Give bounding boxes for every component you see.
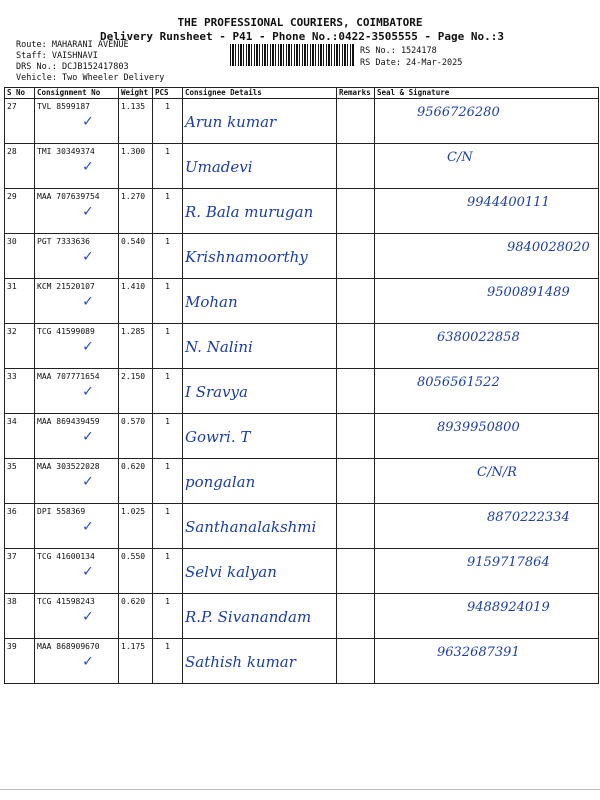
cell-sno: 31 — [5, 279, 35, 324]
cell-remarks — [337, 189, 375, 234]
cell-weight: 0.620 — [119, 459, 153, 504]
cell-pcs: 1 — [153, 549, 183, 594]
table-row — [5, 549, 599, 594]
table-row — [5, 369, 599, 414]
check-mark-icon: ✓ — [83, 426, 93, 445]
check-mark-icon: ✓ — [83, 111, 93, 130]
signature-text: 6380022858 — [437, 330, 520, 345]
cell-consignee — [183, 504, 337, 549]
cell-pcs: 1 — [153, 189, 183, 234]
cell-consignee — [183, 459, 337, 504]
cell-consignment: TVL 8599187 ✓ — [35, 99, 119, 144]
cell-remarks — [337, 414, 375, 459]
cell-signature — [375, 144, 599, 189]
signature-text: 9500891489 — [487, 285, 570, 300]
cell-weight: 1.175 — [119, 639, 153, 684]
cell-weight: 1.025 — [119, 504, 153, 549]
cell-pcs: 1 — [153, 144, 183, 189]
cell-pcs: 1 — [153, 324, 183, 369]
check-mark-icon: ✓ — [83, 516, 93, 535]
rs-number: RS No.: 1524178 — [360, 46, 437, 56]
col-consignee: Consignee Details — [183, 88, 337, 99]
signature-text: 9488924019 — [467, 600, 550, 615]
cell-consignee — [183, 324, 337, 369]
cell-weight: 2.150 — [119, 369, 153, 414]
check-mark-icon: ✓ — [83, 606, 93, 625]
cell-consignee — [183, 639, 337, 684]
cell-pcs: 1 — [153, 594, 183, 639]
cell-signature — [375, 594, 599, 639]
check-mark-icon: ✓ — [83, 651, 93, 670]
table-row — [5, 99, 599, 144]
cell-signature — [375, 639, 599, 684]
cell-consignee — [183, 369, 337, 414]
cell-sno: 27 — [5, 99, 35, 144]
signature-text: 8870222334 — [487, 510, 570, 525]
col-sno: S No — [5, 88, 35, 99]
consignee-name: Gowri. T — [185, 428, 251, 446]
cell-sno: 33 — [5, 369, 35, 414]
rs-date: RS Date: 24-Mar-2025 — [360, 58, 463, 68]
cell-consignment: TCG 41599089 ✓ — [35, 324, 119, 369]
cell-signature — [375, 324, 599, 369]
cell-sno: 29 — [5, 189, 35, 234]
cell-remarks — [337, 99, 375, 144]
cell-signature — [375, 279, 599, 324]
cell-consignee — [183, 189, 337, 234]
table-row — [5, 414, 599, 459]
consignee-name: Arun kumar — [185, 113, 277, 131]
cell-remarks — [337, 504, 375, 549]
cell-remarks — [337, 459, 375, 504]
col-pcs: PCS — [153, 88, 183, 99]
cell-remarks — [337, 549, 375, 594]
cell-sno: 32 — [5, 324, 35, 369]
cell-signature — [375, 504, 599, 549]
cell-sno: 38 — [5, 594, 35, 639]
cell-pcs: 1 — [153, 234, 183, 279]
consignee-name: Selvi kalyan — [185, 563, 277, 581]
cell-weight: 1.270 — [119, 189, 153, 234]
cell-sno: 39 — [5, 639, 35, 684]
signature-text: 9159717864 — [467, 555, 550, 570]
signature-text: 9566726280 — [417, 105, 500, 120]
cell-weight: 0.550 — [119, 549, 153, 594]
cell-consignee — [183, 234, 337, 279]
table-row — [5, 189, 599, 234]
table-header — [5, 88, 599, 99]
cell-signature — [375, 549, 599, 594]
cell-consignment: MAA 303522028 ✓ — [35, 459, 119, 504]
cell-weight: 0.570 — [119, 414, 153, 459]
cell-sno: 36 — [5, 504, 35, 549]
signature-text: 9840028020 — [507, 240, 590, 255]
cell-remarks — [337, 324, 375, 369]
cell-consignment: PGT 7333636 ✓ — [35, 234, 119, 279]
table-row — [5, 639, 599, 684]
cell-sno: 30 — [5, 234, 35, 279]
table-row — [5, 504, 599, 549]
cell-consignment: MAA 869439459 ✓ — [35, 414, 119, 459]
staff-label: Staff: VAISHNAVI — [16, 51, 98, 61]
col-remarks: Remarks — [337, 88, 375, 99]
check-mark-icon: ✓ — [83, 336, 93, 355]
cell-pcs: 1 — [153, 99, 183, 144]
table-row — [5, 234, 599, 279]
cell-weight: 1.410 — [119, 279, 153, 324]
check-mark-icon: ✓ — [83, 291, 93, 310]
cell-pcs: 1 — [153, 279, 183, 324]
cell-pcs: 1 — [153, 459, 183, 504]
cell-consignee — [183, 549, 337, 594]
cell-consignee — [183, 594, 337, 639]
cell-signature — [375, 234, 599, 279]
consignee-name: I Sravya — [185, 383, 248, 401]
cell-sno: 35 — [5, 459, 35, 504]
cell-remarks — [337, 279, 375, 324]
cell-pcs: 1 — [153, 369, 183, 414]
cell-consignment: TCG 41598243 ✓ — [35, 594, 119, 639]
cell-consignment: DPI 558369 ✓ — [35, 504, 119, 549]
consignee-name: Krishnamoorthy — [185, 248, 308, 266]
check-mark-icon: ✓ — [83, 156, 93, 175]
cell-sno: 37 — [5, 549, 35, 594]
cell-remarks — [337, 234, 375, 279]
cell-remarks — [337, 639, 375, 684]
runsheet-subtitle: Delivery Runsheet - P41 - Phone No.:0422-3505555 - Page No.:3 — [100, 30, 504, 43]
table-row — [5, 594, 599, 639]
cell-signature — [375, 414, 599, 459]
consignee-name: Sathish kumar — [185, 653, 296, 671]
cell-consignee — [183, 279, 337, 324]
cell-signature — [375, 99, 599, 144]
route-label: Route: MAHARANI AVENUE — [16, 40, 129, 50]
cell-consignment: TCG 41600134 ✓ — [35, 549, 119, 594]
table-row — [5, 324, 599, 369]
runsheet-table — [4, 87, 599, 684]
check-mark-icon: ✓ — [83, 201, 93, 220]
cell-consignment: KCM 21520107 ✓ — [35, 279, 119, 324]
cell-weight: 0.620 — [119, 594, 153, 639]
cell-remarks — [337, 594, 375, 639]
vehicle-label: Vehicle: Two Wheeler Delivery — [16, 73, 165, 83]
cell-consignment: MAA 707771654 ✓ — [35, 369, 119, 414]
drs-label: DRS No.: DCJB152417803 — [16, 62, 129, 72]
cell-sno: 34 — [5, 414, 35, 459]
cell-consignment: TMI 30349374 ✓ — [35, 144, 119, 189]
cell-weight: 1.135 — [119, 99, 153, 144]
check-mark-icon: ✓ — [83, 246, 93, 265]
cell-signature — [375, 459, 599, 504]
consignee-name: N. Nalini — [185, 338, 253, 356]
signature-text: C/N — [447, 150, 473, 165]
page-bottom-edge — [0, 789, 600, 800]
consignee-name: pongalan — [185, 473, 256, 491]
check-mark-icon: ✓ — [83, 561, 93, 580]
cell-consignee — [183, 414, 337, 459]
table-row — [5, 459, 599, 504]
cell-weight: 1.300 — [119, 144, 153, 189]
signature-text: 8056561522 — [417, 375, 500, 390]
consignee-name: Mohan — [185, 293, 238, 311]
check-mark-icon: ✓ — [83, 471, 93, 490]
col-consignment: Consignment No — [35, 88, 119, 99]
consignee-name: R.P. Sivanandam — [185, 608, 312, 626]
page-title: THE PROFESSIONAL COURIERS, COIMBATORE — [177, 16, 423, 29]
signature-text: C/N/R — [477, 465, 517, 480]
table-row — [5, 144, 599, 189]
table-row — [5, 279, 599, 324]
check-mark-icon: ✓ — [83, 381, 93, 400]
cell-consignee — [183, 99, 337, 144]
cell-remarks — [337, 369, 375, 414]
cell-remarks — [337, 144, 375, 189]
consignee-name: R. Bala murugan — [185, 203, 314, 221]
signature-text: 8939950800 — [437, 420, 520, 435]
cell-signature — [375, 189, 599, 234]
col-weight: Weight — [119, 88, 153, 99]
signature-text: 9632687391 — [437, 645, 520, 660]
cell-pcs: 1 — [153, 639, 183, 684]
signature-text: 9944400111 — [467, 195, 550, 210]
cell-pcs: 1 — [153, 414, 183, 459]
cell-weight: 1.285 — [119, 324, 153, 369]
col-signature: Seal & Signature — [375, 88, 599, 99]
consignee-name: Santhanalakshmi — [185, 518, 317, 536]
barcode — [230, 44, 355, 66]
cell-weight: 0.540 — [119, 234, 153, 279]
cell-consignee — [183, 144, 337, 189]
cell-consignment: MAA 707639754 ✓ — [35, 189, 119, 234]
cell-consignment: MAA 868909670 ✓ — [35, 639, 119, 684]
cell-signature — [375, 369, 599, 414]
cell-pcs: 1 — [153, 504, 183, 549]
cell-sno: 28 — [5, 144, 35, 189]
consignee-name: Umadevi — [185, 158, 253, 176]
